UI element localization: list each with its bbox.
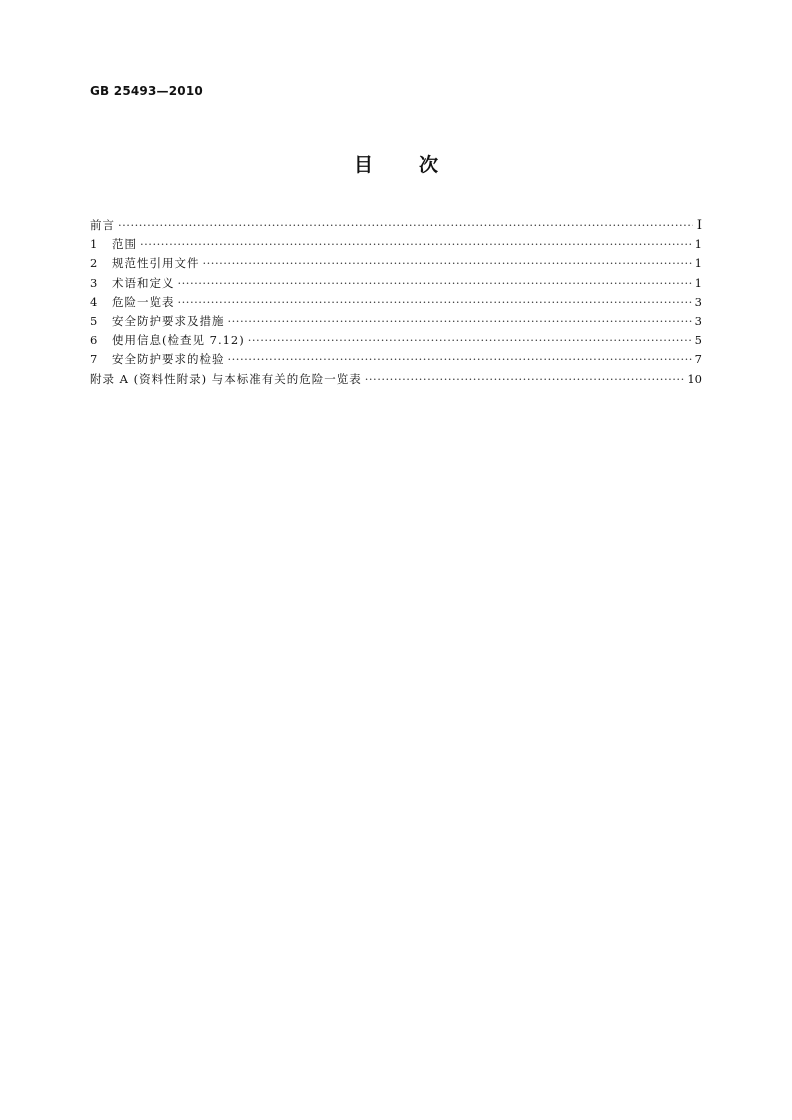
toc-entry-label: 范围: [112, 237, 137, 252]
page-title: [0, 150, 792, 177]
toc-entry-number: 5: [90, 313, 98, 328]
toc-entry-number: 3: [90, 275, 98, 290]
toc-leader-dots: [178, 274, 692, 293]
toc-entry-page: Ⅰ: [696, 218, 702, 233]
toc-leader-dots: [178, 293, 692, 312]
toc-entry-page: 1: [694, 237, 702, 252]
toc-entry-label: 安全防护要求的检验: [112, 352, 225, 367]
toc-leader-dots: [203, 254, 692, 273]
toc-entry-label: 附录 A (资料性附录) 与本标准有关的危险一览表: [90, 371, 362, 386]
toc-entry-number: 4: [90, 294, 98, 309]
toc-entry-page: 3: [694, 294, 702, 309]
toc-entry-number: 7: [90, 352, 98, 367]
toc-entry-2[interactable]: [90, 254, 702, 273]
toc-leader-dots: [248, 331, 692, 350]
toc-entry-3[interactable]: [90, 274, 702, 293]
toc-leader-dots: [365, 370, 685, 389]
toc-entry-page: 7: [694, 352, 702, 367]
toc-entry-label: 安全防护要求及措施: [112, 313, 225, 328]
toc-leader-dots: [140, 235, 692, 254]
toc-entry-page: 1: [694, 256, 702, 271]
toc-leader-dots: [228, 350, 692, 369]
toc-entry-appendix-a[interactable]: [90, 370, 702, 389]
toc-entry-page: 3: [694, 313, 702, 328]
toc-entry-label: 使用信息(检查见 7.12): [112, 333, 245, 348]
toc-leader-dots: [228, 312, 692, 331]
toc-entry-page: 1: [694, 275, 702, 290]
toc-entry-label: 规范性引用文件: [112, 256, 200, 271]
toc-entry-1[interactable]: [90, 235, 702, 254]
toc-entry-number: 1: [90, 237, 98, 252]
toc-entry-4[interactable]: [90, 293, 702, 312]
toc-entry-foreword[interactable]: [90, 216, 702, 235]
standard-code: GB 25493—2010: [90, 84, 203, 98]
toc-entry-page: 5: [694, 333, 702, 348]
toc-entry-label: 危险一览表: [112, 294, 175, 309]
toc-entry-label: 前言: [90, 218, 115, 232]
toc-entry-page: 10: [687, 371, 702, 386]
title-char-2: 次: [419, 154, 439, 176]
toc-entry-number: 2: [90, 256, 98, 271]
toc-entry-5[interactable]: [90, 312, 702, 331]
title-char-1: 目: [353, 154, 373, 176]
toc-leader-dots: [118, 216, 693, 235]
toc-entry-number: 6: [90, 333, 98, 348]
toc-entry-7[interactable]: [90, 350, 702, 369]
toc-entry-6[interactable]: [90, 331, 702, 350]
table-of-contents: [90, 216, 702, 389]
toc-entry-label: 术语和定义: [112, 275, 175, 290]
